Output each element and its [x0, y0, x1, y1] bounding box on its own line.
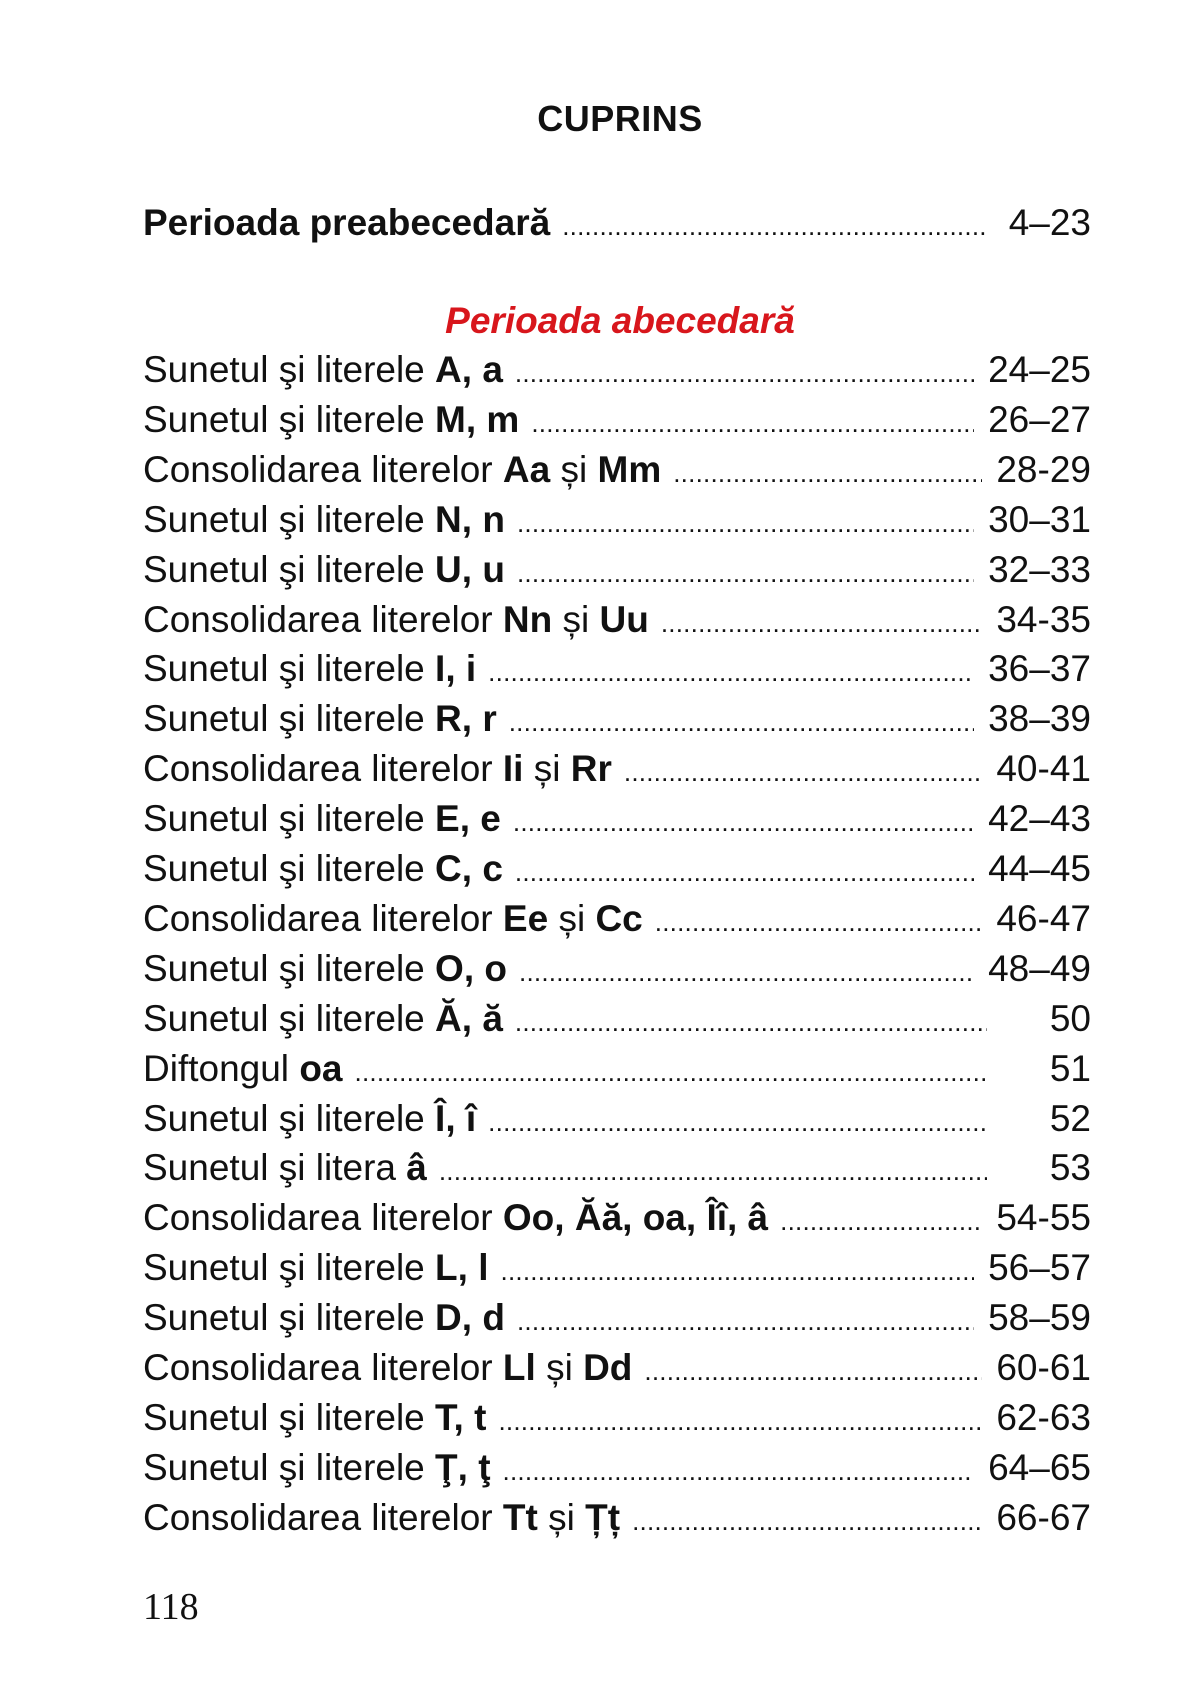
page-title: CUPRINS [537, 98, 703, 139]
toc-entry-text: Diftongul [143, 1048, 300, 1089]
toc-entry-text: Sunetul şi literele [143, 399, 436, 440]
toc-entry [143, 347, 1091, 393]
toc-entry-pages: 28-29 [996, 449, 1091, 490]
toc-entry-letters: Tt [502, 1497, 538, 1538]
toc-entry-text: Sunetul şi literele [143, 349, 436, 390]
toc-entry-letters: Rr [570, 748, 612, 789]
toc-entry-letters: Uu [599, 599, 649, 640]
toc-entry-label [143, 1445, 491, 1491]
toc-entry-text: Sunetul şi literele [143, 848, 436, 889]
dot-leader [515, 846, 974, 895]
toc-entry-letters: Mm [597, 449, 662, 490]
toc-entry [143, 547, 1091, 593]
dot-leader [780, 1195, 982, 1244]
toc-entry-pages: 42–43 [988, 798, 1091, 839]
toc-entry [143, 1046, 1091, 1092]
toc-entry-label [143, 597, 649, 643]
toc-entry [143, 1195, 1091, 1241]
dot-leader [517, 497, 974, 546]
toc-entry-letters: A, a [435, 349, 503, 390]
toc-entry-label [143, 397, 519, 443]
toc-entry-label [143, 497, 505, 543]
toc-entry-text: Consolidarea literelor [143, 1347, 503, 1388]
toc-entry-letters: O, o [435, 948, 507, 989]
dot-leader [515, 347, 974, 396]
toc-entry-letters: Țț [585, 1497, 621, 1538]
toc-entry-text: Sunetul şi literele [143, 1447, 436, 1488]
toc-entry-conjunction: și [550, 449, 598, 490]
toc-entry-letters: U, u [435, 549, 505, 590]
toc-entry-label [143, 1395, 486, 1441]
toc-entry-label [143, 696, 497, 742]
toc-entry-pages: 34-35 [996, 599, 1091, 640]
toc-entry-pages: 64–65 [988, 1447, 1091, 1488]
toc-entry-label [143, 1345, 632, 1391]
toc-entry [143, 1145, 1091, 1191]
toc-entry-pages: 40-41 [996, 748, 1091, 789]
toc-entry-label [143, 1046, 343, 1092]
toc-entry [143, 1295, 1091, 1341]
toc-entry-text: Consolidarea literelor [143, 748, 503, 789]
toc-entry-pages: 51 [1049, 1048, 1091, 1089]
toc-entry-text: Sunetul şi literele [143, 1397, 436, 1438]
dot-leader [503, 1445, 975, 1494]
toc-entry [143, 1345, 1091, 1391]
toc-entry [143, 646, 1091, 692]
toc-entry-letters: Ă, ă [435, 998, 503, 1039]
toc-entry-pages: 24–25 [988, 349, 1091, 390]
toc-entry-text: Sunetul şi literele [143, 1247, 436, 1288]
toc-entry-pages: 4–23 [1008, 202, 1091, 243]
toc-entry-label [143, 547, 505, 593]
toc-entry [143, 597, 1091, 643]
toc-entry-letters: I, i [435, 648, 477, 689]
toc-entry-text: Sunetul şi litera [143, 1147, 407, 1188]
toc-entry-letters: R, r [435, 698, 497, 739]
toc-entry-text: Sunetul şi literele [143, 798, 436, 839]
toc-entry [143, 497, 1091, 543]
toc-entry [143, 447, 1091, 493]
toc-entry-label [143, 996, 503, 1042]
toc-entry-letters: D, d [435, 1297, 505, 1338]
toc-entry-letters: C, c [435, 848, 503, 889]
toc-entry-conjunction: și [552, 599, 600, 640]
toc-entry-letters: Ll [502, 1347, 536, 1388]
toc-entry-text: Sunetul şi literele [143, 549, 436, 590]
toc-entry-label [143, 746, 612, 792]
toc-entry-pages: 52 [1049, 1098, 1091, 1139]
toc-entry-text: Sunetul şi literele [143, 1297, 436, 1338]
toc-entry-letters: Cc [595, 898, 643, 939]
toc-entry-letters: Ţ, ţ [435, 1447, 491, 1488]
toc-entry-letters: Aa [502, 449, 551, 490]
toc-entry-intro [143, 200, 1091, 246]
dot-leader [488, 1096, 987, 1145]
toc-entry-text: Sunetul şi literele [143, 1098, 436, 1139]
toc-entry [143, 996, 1091, 1042]
toc-entry-text: Consolidarea literelor [143, 449, 503, 490]
dot-leader [661, 597, 983, 646]
toc-entry-pages: 56–57 [988, 1247, 1091, 1288]
toc-entry-pages: 66-67 [996, 1497, 1091, 1538]
dot-leader [673, 447, 982, 496]
toc-entry-conjunction: și [537, 1497, 586, 1538]
toc-entry-text: Consolidarea literelor [143, 1497, 503, 1538]
dot-leader [562, 200, 987, 249]
toc-entry-label [143, 347, 503, 393]
toc-entry-letters: Î, î [435, 1098, 477, 1139]
toc-entry-letters: Ee [502, 898, 549, 939]
dot-leader [644, 1345, 982, 1394]
toc-entry-pages: 38–39 [988, 698, 1091, 739]
dot-leader [439, 1145, 987, 1194]
toc-entry-label [143, 846, 503, 892]
toc-entry-letters: oa [299, 1048, 343, 1089]
dot-leader [624, 746, 982, 795]
toc-entry [143, 746, 1091, 792]
toc-entry-pages: 44–45 [988, 848, 1091, 889]
toc-entry-pages: 46-47 [996, 898, 1091, 939]
toc-entry-text: Sunetul şi literele [143, 948, 436, 989]
toc-entry-text: Consolidarea literelor [143, 599, 503, 640]
toc-entry-letters: T, t [435, 1397, 487, 1438]
toc-entry-pages: 58–59 [988, 1297, 1091, 1338]
toc-entry [143, 696, 1091, 742]
toc-entry-letters: â [406, 1147, 427, 1188]
page-number: 118 [143, 1586, 199, 1628]
toc-entry-letters: E, e [435, 798, 501, 839]
toc-entry-label [143, 796, 501, 842]
toc-entry [143, 846, 1091, 892]
toc-entry-letters: Nn [502, 599, 553, 640]
dot-leader [515, 996, 987, 1045]
section-title: Perioada abecedară [445, 300, 795, 341]
toc-entry [143, 1445, 1091, 1491]
toc-entry-label [143, 1096, 476, 1142]
toc-entry [143, 397, 1091, 443]
toc-entry-pages: 26–27 [988, 399, 1091, 440]
toc-entry-label [143, 1495, 620, 1541]
dot-leader [501, 1245, 975, 1294]
dot-leader [488, 646, 974, 695]
toc-entry-label [143, 1145, 427, 1191]
toc-entry-text: Sunetul şi literele [143, 698, 436, 739]
toc-entry-letters: M, m [435, 399, 520, 440]
toc-entry-pages: 32–33 [988, 549, 1091, 590]
toc-entry-text: Consolidarea literelor [143, 898, 503, 939]
toc-entry [143, 1495, 1091, 1541]
toc-entry [143, 1395, 1091, 1441]
dot-leader [517, 1295, 974, 1344]
toc-entry-pages: 54-55 [996, 1197, 1091, 1238]
toc-entry-conjunction: și [548, 898, 596, 939]
dot-leader [531, 397, 974, 446]
toc-entry-label [143, 447, 661, 493]
toc-entry-text: Sunetul şi literele [143, 998, 436, 1039]
toc-entry-text: Sunetul şi literele [143, 499, 436, 540]
dot-leader [517, 547, 974, 596]
dot-leader [509, 696, 974, 745]
toc-entry-pages: 50 [1049, 998, 1091, 1039]
toc-entry [143, 946, 1091, 992]
toc-entry-letters: L, l [435, 1247, 489, 1288]
dot-leader [632, 1495, 982, 1544]
toc-entry-label [143, 646, 476, 692]
dot-leader [519, 946, 974, 995]
toc-entry-label [143, 1195, 768, 1241]
toc-entry-text: Sunetul şi literele [143, 648, 436, 689]
toc-entry-label [143, 1245, 489, 1291]
toc-entry-pages: 30–31 [988, 499, 1091, 540]
toc-entry [143, 796, 1091, 842]
dot-leader [355, 1046, 988, 1095]
toc-entry [143, 1245, 1091, 1291]
toc-entry-label [143, 946, 507, 992]
toc-entry-pages: 36–37 [988, 648, 1091, 689]
dot-leader [513, 796, 974, 845]
toc-entry-conjunction: și [523, 748, 571, 789]
toc-entry-pages: 60-61 [996, 1347, 1091, 1388]
toc-entry-label: Perioada preabecedară [143, 202, 551, 243]
toc-entry [143, 1096, 1091, 1142]
toc-entry-label [143, 1295, 505, 1341]
toc-entry-letters: Ii [502, 748, 524, 789]
toc-entry [143, 896, 1091, 942]
toc-entry-letters: N, n [435, 499, 505, 540]
dot-leader [498, 1395, 982, 1444]
toc-entry-text: Consolidarea literelor [143, 1197, 503, 1238]
toc-entry-letters: Dd [583, 1347, 633, 1388]
toc-entry-letters: Oo, Ăă, oa, Îî, â [502, 1197, 769, 1238]
dot-leader [655, 896, 983, 945]
toc-entry-conjunction: și [535, 1347, 584, 1388]
toc-entry-label [143, 896, 643, 942]
toc-entry-pages: 62-63 [996, 1397, 1091, 1438]
toc-entry-pages: 48–49 [988, 948, 1091, 989]
toc-entry-pages: 53 [1049, 1147, 1091, 1188]
